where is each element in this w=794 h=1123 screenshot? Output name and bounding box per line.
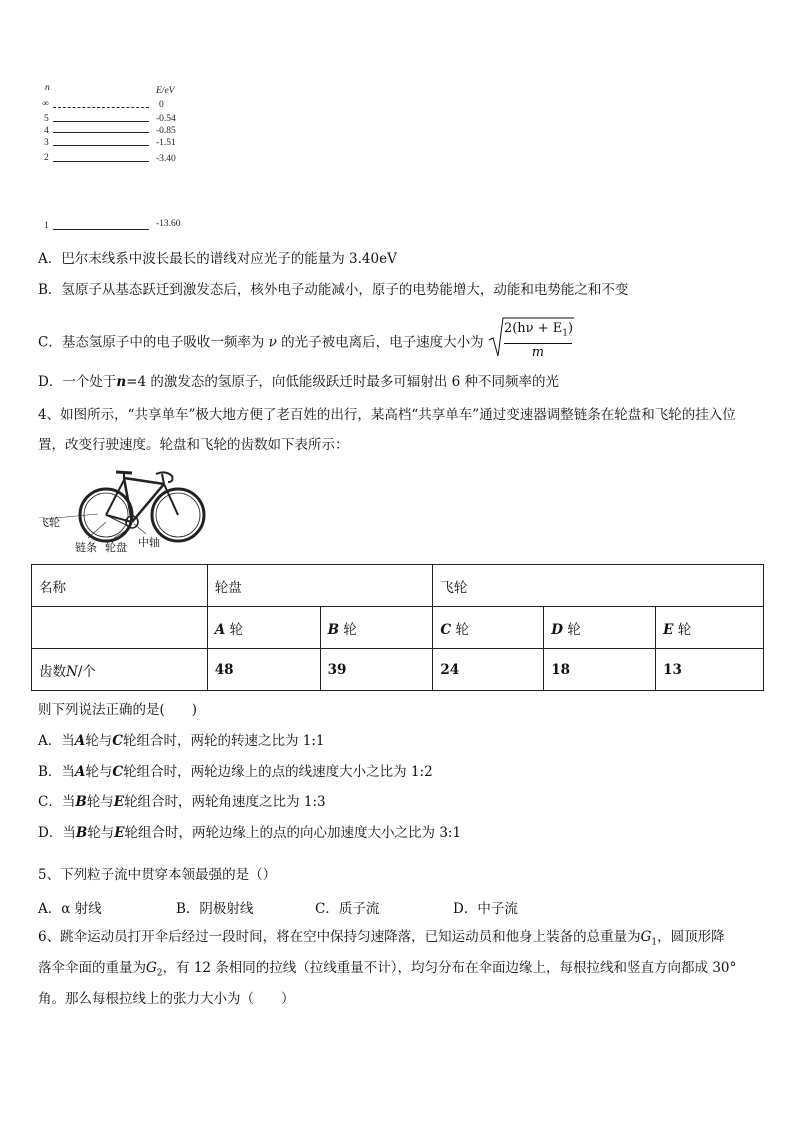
level-energy-label: -0.54	[156, 114, 176, 124]
table-cell: 48	[207, 649, 320, 691]
level-n-label: 4	[44, 126, 49, 136]
chain-label: 链条	[75, 541, 97, 554]
table-row	[32, 565, 764, 607]
q4-stem-line2: 置，改变行驶速度。轮盘和飞轮的齿数如下表所示：	[38, 437, 349, 453]
table-cell: 13	[656, 649, 764, 691]
table-header-flywheel: 飞轮	[433, 565, 764, 607]
level-line-4	[53, 132, 149, 133]
q3-option-c: C．基态氢原子中的电子吸收一频率为 ν 的光子被电离后，电子速度大小为 $\frac{2(h\nu + E_1)}{m}$	[38, 320, 572, 366]
level-n-label: ∞	[42, 99, 49, 109]
q4-question: 则下列说法正确的是( )	[38, 702, 198, 718]
table-header-chainring: 轮盘	[207, 565, 433, 607]
flywheel-label: 飞轮	[38, 516, 60, 529]
energy-axis-label: E/eV	[156, 86, 175, 96]
gear-teeth-table	[31, 564, 764, 691]
table-cell: D 轮	[544, 607, 656, 649]
table-row	[32, 607, 764, 649]
table-cell	[32, 607, 208, 649]
q6-line3: 角。那么每根拉线上的张力大小为（ ）	[38, 991, 295, 1007]
table-row	[32, 649, 764, 691]
q5-option-a: A．α 射线	[38, 901, 102, 917]
level-line-1	[53, 229, 149, 230]
q5-stem: 5、下列粒子流中贯穿本领最强的是（）	[38, 867, 277, 883]
q4-option-b: B．当A轮与C轮组合时，两轮边缘上的点的线速度大小之比为 1:2	[38, 764, 433, 780]
table-cell: 39	[320, 649, 433, 691]
level-n-label: 3	[44, 138, 49, 148]
q3-option-b: B．氢原子从基态跃迁到激发态后，核外电子动能减小，原子的电势能增大，动能和电势能之和不变	[38, 282, 629, 298]
table-cell: 24	[433, 649, 544, 691]
q4-option-c: C．当B轮与E轮组合时，两轮角速度之比为 1:3	[38, 794, 326, 810]
q5-option-b: B．阴极射线	[176, 901, 254, 917]
q5-option-d: D．中子流	[453, 901, 518, 917]
level-line-5	[53, 121, 149, 122]
bicycle-icon	[36, 462, 226, 554]
level-n-label: 2	[44, 153, 49, 163]
q4-stem-line1: 4、如图所示，“共享单车”极大地方便了老百姓的出行，某高档“共享单车”通过变速器调整链条在轮盘和飞轮的挂入位	[38, 407, 736, 423]
axle-label: 中轴	[138, 536, 160, 549]
level-energy-label: -1.51	[156, 138, 176, 148]
bicycle-illustration	[36, 462, 226, 554]
level-energy-label: -3.40	[156, 154, 176, 164]
level-n-label: 1	[44, 221, 49, 231]
n-axis-label: n	[45, 83, 50, 93]
table-cell: A 轮	[207, 607, 320, 649]
table-cell: E 轮	[656, 607, 764, 649]
sqrt-formula: $\frac{2(h\nu + E_1)}{m}$	[488, 316, 572, 362]
q4-option-a: A．当A轮与C轮组合时，两轮的转速之比为 1:1	[38, 733, 325, 749]
level-energy-label: -0.85	[156, 126, 176, 136]
level-n-label: 5	[44, 114, 49, 124]
table-cell: B 轮	[320, 607, 433, 649]
level-energy-label: 0	[159, 100, 164, 110]
q3-option-a: A．巴尔末线系中波长最长的谱线对应光子的能量为 3.40eV	[38, 251, 397, 267]
level-line-3	[53, 145, 149, 146]
sqrt-sign-icon	[488, 316, 574, 358]
level-line-infinity	[53, 107, 149, 108]
q4-option-d: D．当B轮与E轮组合时，两轮边缘上的点的向心加速度大小之比为 3:1	[38, 825, 462, 841]
table-cell: 18	[544, 649, 656, 691]
level-energy-label: -13.60	[156, 219, 181, 229]
chainring-label: 轮盘	[105, 541, 127, 554]
table-header-name: 名称	[32, 565, 208, 607]
level-line-2	[53, 161, 149, 162]
table-cell: 齿数N/个	[32, 649, 208, 691]
q6-line2: 落伞伞面的重量为$G_2$，有 12 条相同的拉线（拉线重量不计），均匀分布在伞面边缘上，每根拉线和竖直方向都成 30°	[38, 960, 737, 979]
q6-line1: 6、跳伞运动员打开伞后经过一段时间，将在空中保持匀速降落，已知运动员和他身上装备的总重量为$G_1$，圆顶形降	[38, 929, 725, 948]
table-cell: C 轮	[433, 607, 544, 649]
q3-option-d: D．一个处于n=4 的激发态的氢原子，向低能级跃迁时最多可辐射出 6 种不同频率的光	[38, 374, 560, 390]
q5-option-c: C．质子流	[315, 901, 380, 917]
